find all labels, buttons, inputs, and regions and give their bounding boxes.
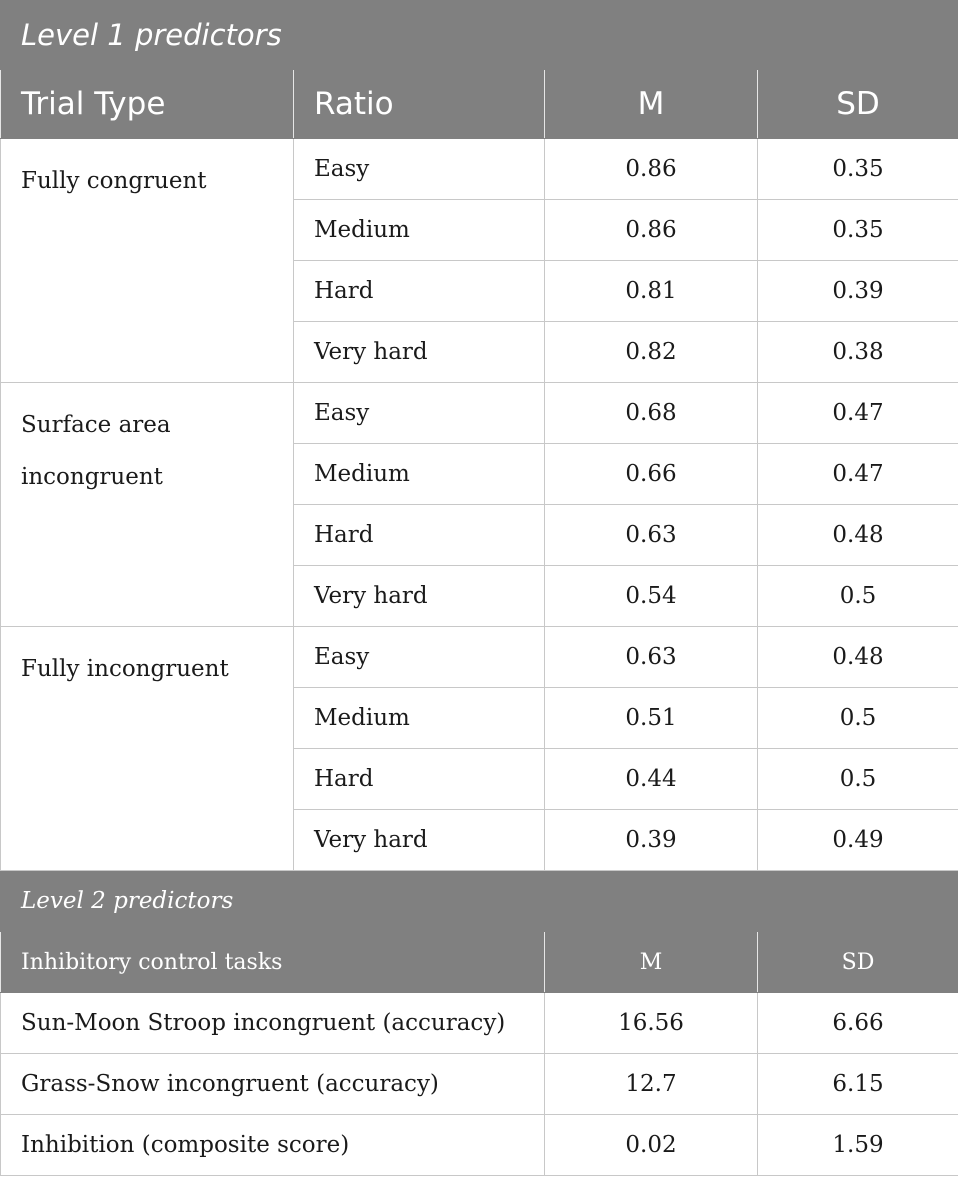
sd-cell: 6.66 (758, 993, 958, 1054)
ratio-cell: Very hard (294, 810, 545, 871)
m-cell: 0.66 (545, 444, 758, 505)
sd-cell: 0.48 (758, 627, 958, 688)
sd-cell: 0.39 (758, 261, 958, 322)
sd-cell: 0.49 (758, 810, 958, 871)
m-cell: 0.51 (545, 688, 758, 749)
sd-cell: 0.35 (758, 139, 958, 200)
m-cell: 12.7 (545, 1054, 758, 1115)
sd-cell: 0.47 (758, 383, 958, 444)
task-cell: Inhibition (composite score) (1, 1115, 545, 1176)
m-cell: 0.63 (545, 627, 758, 688)
trial-type-cell: Fully incongruent (1, 627, 294, 871)
ratio-cell: Medium (294, 444, 545, 505)
ratio-cell: Easy (294, 383, 545, 444)
ratio-cell: Medium (294, 200, 545, 261)
header-ratio: Ratio (294, 70, 545, 139)
ratio-cell: Very hard (294, 322, 545, 383)
sd-cell: 0.48 (758, 505, 958, 566)
ratio-cell: Medium (294, 688, 545, 749)
trial-type-cell: Fully congruent (1, 139, 294, 383)
table-row (1, 383, 958, 444)
table-row (1, 1115, 958, 1176)
ratio-cell: Very hard (294, 566, 545, 627)
sd-cell: 0.35 (758, 200, 958, 261)
task-cell: Sun-Moon Stroop incongruent (accuracy) (1, 993, 545, 1054)
level1-column-headers (1, 70, 958, 139)
ratio-cell: Hard (294, 261, 545, 322)
sd-cell: 0.38 (758, 322, 958, 383)
header-m: M (545, 932, 758, 993)
m-cell: 0.44 (545, 749, 758, 810)
header-task: Inhibitory control tasks (1, 932, 545, 993)
task-cell: Grass-Snow incongruent (accuracy) (1, 1054, 545, 1115)
m-cell: 0.63 (545, 505, 758, 566)
header-sd: SD (758, 932, 958, 993)
table-row (1, 139, 958, 200)
m-cell: 0.86 (545, 139, 758, 200)
m-cell: 0.81 (545, 261, 758, 322)
ratio-cell: Hard (294, 749, 545, 810)
sd-cell: 1.59 (758, 1115, 958, 1176)
m-cell: 0.39 (545, 810, 758, 871)
level2-section-header (1, 871, 958, 932)
ratio-cell: Hard (294, 505, 545, 566)
table-row (1, 993, 958, 1054)
ratio-cell: Easy (294, 139, 545, 200)
m-cell: 16.56 (545, 993, 758, 1054)
m-cell: 0.68 (545, 383, 758, 444)
level2-title: Level 2 predictors (1, 871, 958, 932)
m-cell: 0.02 (545, 1115, 758, 1176)
sd-cell: 0.47 (758, 444, 958, 505)
header-m: M (545, 70, 758, 139)
ratio-cell: Easy (294, 627, 545, 688)
level1-title: Level 1 predictors (1, 1, 958, 70)
trial-type-cell (1, 383, 294, 627)
trial-type-line: Surface area (21, 412, 171, 438)
m-cell: 0.82 (545, 322, 758, 383)
sd-cell: 0.5 (758, 688, 958, 749)
trial-type-line: incongruent (21, 464, 163, 490)
sd-cell: 0.5 (758, 749, 958, 810)
level1-section-header (1, 1, 958, 70)
sd-cell: 6.15 (758, 1054, 958, 1115)
sd-cell: 0.5 (758, 566, 958, 627)
table-row (1, 1054, 958, 1115)
header-sd: SD (758, 70, 958, 139)
m-cell: 0.54 (545, 566, 758, 627)
level2-column-headers (1, 932, 958, 993)
header-trial-type: Trial Type (1, 70, 294, 139)
table-row (1, 627, 958, 688)
m-cell: 0.86 (545, 200, 758, 261)
